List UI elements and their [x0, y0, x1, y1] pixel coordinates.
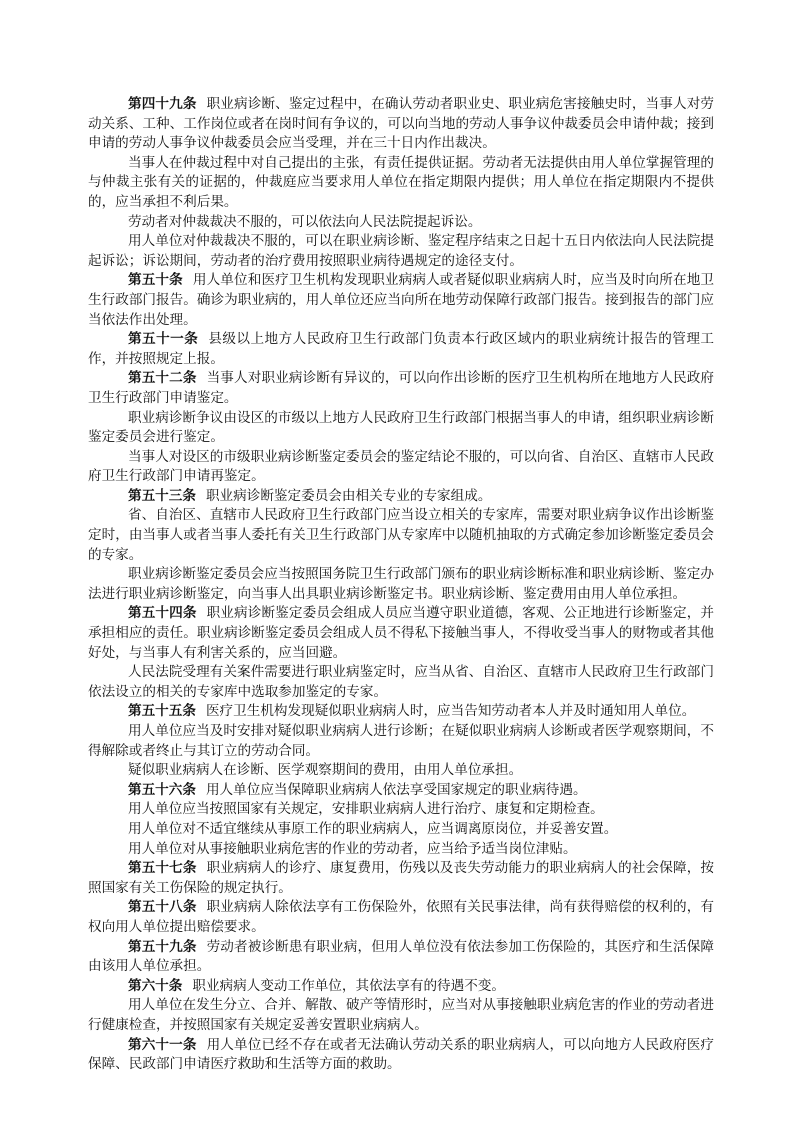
paragraph: [88, 996, 714, 1035]
paragraph-text: 职业病病人变动工作单位，其依法享有的待遇不变。: [192, 977, 506, 994]
paragraph: [88, 409, 714, 448]
paragraph-text: 用人单位对从事接触职业病危害的作业的劳动者，应当给予适当岗位津贴。: [128, 840, 577, 857]
paragraph: [88, 702, 714, 722]
article-number: 第五十五条: [128, 703, 196, 720]
article-number: 第四十九条: [128, 96, 197, 112]
article-number: 第五十一条: [128, 331, 199, 348]
paragraph-text: 用人单位应当按照国家有关规定，安排职业病病人进行治疗、康复和定期检查。: [128, 801, 604, 818]
paragraph-text: 用人单位在发生分立、合并、解散、破产等情形时，应当对从事接触职业病危害的作业的劳动者进行健康检查，并按照国家有关规定妥善安置职业病病人。: [88, 997, 714, 1033]
paragraph: [88, 820, 714, 840]
paragraph-text: 劳动者被诊断患有职业病，但用人单位没有依法参加工伤保险的，其医疗和生活保障由该用人单位承担。: [88, 938, 715, 975]
paragraph-text: 当事人对设区的市级职业病诊断鉴定委员会的鉴定结论不服的，可以向省、自治区、直辖市人民政府卫生行政部门申请再鉴定。: [88, 448, 714, 485]
paragraph-text: 用人单位应当保障职业病病人依法享受国家规定的职业病待遇。: [205, 781, 587, 798]
paragraph: [88, 1036, 714, 1075]
paragraph: [88, 369, 714, 408]
paragraph: [88, 232, 714, 271]
article-number: 第六十条: [128, 977, 183, 994]
paragraph: [88, 663, 714, 702]
article-number: 第五十八条: [128, 899, 197, 916]
paragraph: [88, 898, 714, 937]
paragraph: [88, 565, 714, 604]
paragraph-text: 用人单位对不适宜继续从事原工作的职业病病人，应当调离原岗位，并妥善安置。: [128, 820, 618, 837]
document-page: [88, 95, 714, 1075]
paragraph-text: 用人单位应当及时安排对疑似职业病病人进行诊断；在疑似职业病病人诊断或者医学观察期间，不得解除或者终止与其订立的劳动合同。: [88, 723, 714, 759]
article-number: 第五十三条: [128, 487, 196, 504]
paragraph-text: 县级以上地方人民政府卫生行政部门负责本行政区域内的职业病统计报告的管理工作，并按照规定上报。: [88, 331, 715, 367]
paragraph-text: 职业病诊断鉴定委员会组成人员应当遵守职业道德，客观、公正地进行诊断鉴定，并承担相应的责任。职业病诊断鉴定委员会组成人员不得私下接触当事人，不得收受当事人的财物或者其他好处，与当事人有利害关系的，应当回避。: [88, 605, 715, 661]
paragraph: [88, 271, 714, 330]
paragraph: [88, 95, 714, 154]
article-number: 第五十条: [128, 272, 183, 289]
article-number: 第五十四条: [128, 605, 197, 622]
paragraph: [88, 859, 714, 898]
paragraph-text: 职业病病人的诊疗、康复费用，伤残以及丧失劳动能力的职业病病人的社会保障，按照国家有关工伤保险的规定执行。: [88, 860, 715, 896]
paragraph: [88, 506, 714, 565]
article-number: 第五十七条: [128, 860, 197, 877]
paragraph-text: 职业病诊断鉴定委员会应当按照国务院卫生行政部门颁布的职业病诊断标准和职业病诊断、鉴定办法进行职业病诊断鉴定，向当事人出具职业病诊断鉴定书。职业病诊断、鉴定费用由用人单位承担。: [88, 566, 714, 602]
paragraph: [88, 840, 714, 860]
paragraph-text: 职业病诊断鉴定委员会由相关专业的专家组成。: [205, 487, 492, 504]
paragraph: [88, 800, 714, 820]
paragraph-text: 医疗卫生机构发现疑似职业病病人时，应当告知劳动者本人并及时通知用人单位。: [205, 703, 696, 720]
paragraph: [88, 487, 714, 507]
paragraph: [88, 330, 714, 369]
paragraph-text: 省、自治区、直辖市人民政府卫生行政部门应当设立相关的专家库，需要对职业病争议作出诊断鉴定时，由当事人或者当事人委托有关卫生行政部门从专家库中以随机抽取的方式确定参加诊断鉴定委员会的专家。: [88, 507, 714, 563]
paragraph-text: 职业病诊断争议由设区的市级以上地方人民政府卫生行政部门根据当事人的申请，组织职业病诊断鉴定委员会进行鉴定。: [88, 409, 714, 446]
paragraph-text: 用人单位已经不存在或者无法确认劳动关系的职业病病人，可以向地方人民政府医疗保障、民政部门申请医疗救助和生活等方面的救助。: [88, 1036, 715, 1073]
paragraph-text: 用人单位和医疗卫生机构发现职业病病人或者疑似职业病病人时，应当及时向所在地卫生行政部门报告。确诊为职业病的，用人单位还应当向所在地劳动保障行政部门报告。接到报告的部门应当依法作出处理。: [88, 272, 715, 328]
paragraph-text: 职业病诊断、鉴定过程中，在确认劳动者职业史、职业病危害接触史时，当事人对劳动关系、工种、工作岗位或者在岗时间有争议的，可以向当地的劳动人事争议仲裁委员会申请仲裁；接到申请的劳动人事争议仲裁委员会应当受理，并在三十日内作出裁决。: [88, 96, 715, 152]
paragraph-text: 当事人对职业病诊断有异议的，可以向作出诊断的医疗卫生机构所在地地方人民政府卫生行政部门申请鉴定。: [88, 370, 715, 406]
paragraph: [88, 448, 714, 487]
article-number: 第五十九条: [128, 938, 197, 955]
paragraph-text: 劳动者对仲裁裁决不服的，可以依法向人民法院提起诉讼。: [128, 213, 482, 230]
paragraph-text: 疑似职业病病人在诊断、医学观察期间的费用，由用人单位承担。: [128, 762, 523, 779]
paragraph-text: 人民法院受理有关案件需要进行职业病鉴定时，应当从省、自治区、直辖市人民政府卫生行政部门依法设立的相关的专家库中选取参加鉴定的专家。: [88, 664, 714, 700]
article-number: 第五十二条: [128, 370, 197, 387]
paragraph: [88, 604, 714, 663]
paragraph: [88, 213, 714, 233]
paragraph: [88, 761, 714, 781]
paragraph: [88, 722, 714, 761]
paragraph-text: 职业病病人除依法享有工伤保险外，依照有关民事法律，尚有获得赔偿的权利的，有权向用人单位提出赔偿要求。: [88, 899, 715, 935]
paragraph: [88, 977, 714, 997]
paragraph: [88, 781, 714, 801]
paragraph: [88, 154, 714, 213]
article-number: 第六十一条: [128, 1036, 197, 1053]
article-number: 第五十六条: [128, 781, 196, 798]
paragraph-text: 用人单位对仲裁裁决不服的，可以在职业病诊断、鉴定程序结束之日起十五日内依法向人民法院提起诉讼；诉讼期间，劳动者的治疗费用按照职业病待遇规定的途径支付。: [88, 233, 714, 269]
paragraph: [88, 938, 714, 977]
paragraph-text: 当事人在仲裁过程中对自己提出的主张，有责任提供证据。劳动者无法提供由用人单位掌握管理的与仲裁主张有关的证据的，仲裁庭应当要求用人单位在指定期限内提供；用人单位在指定期限内不提供的，应当承担不利后果。: [88, 154, 714, 210]
